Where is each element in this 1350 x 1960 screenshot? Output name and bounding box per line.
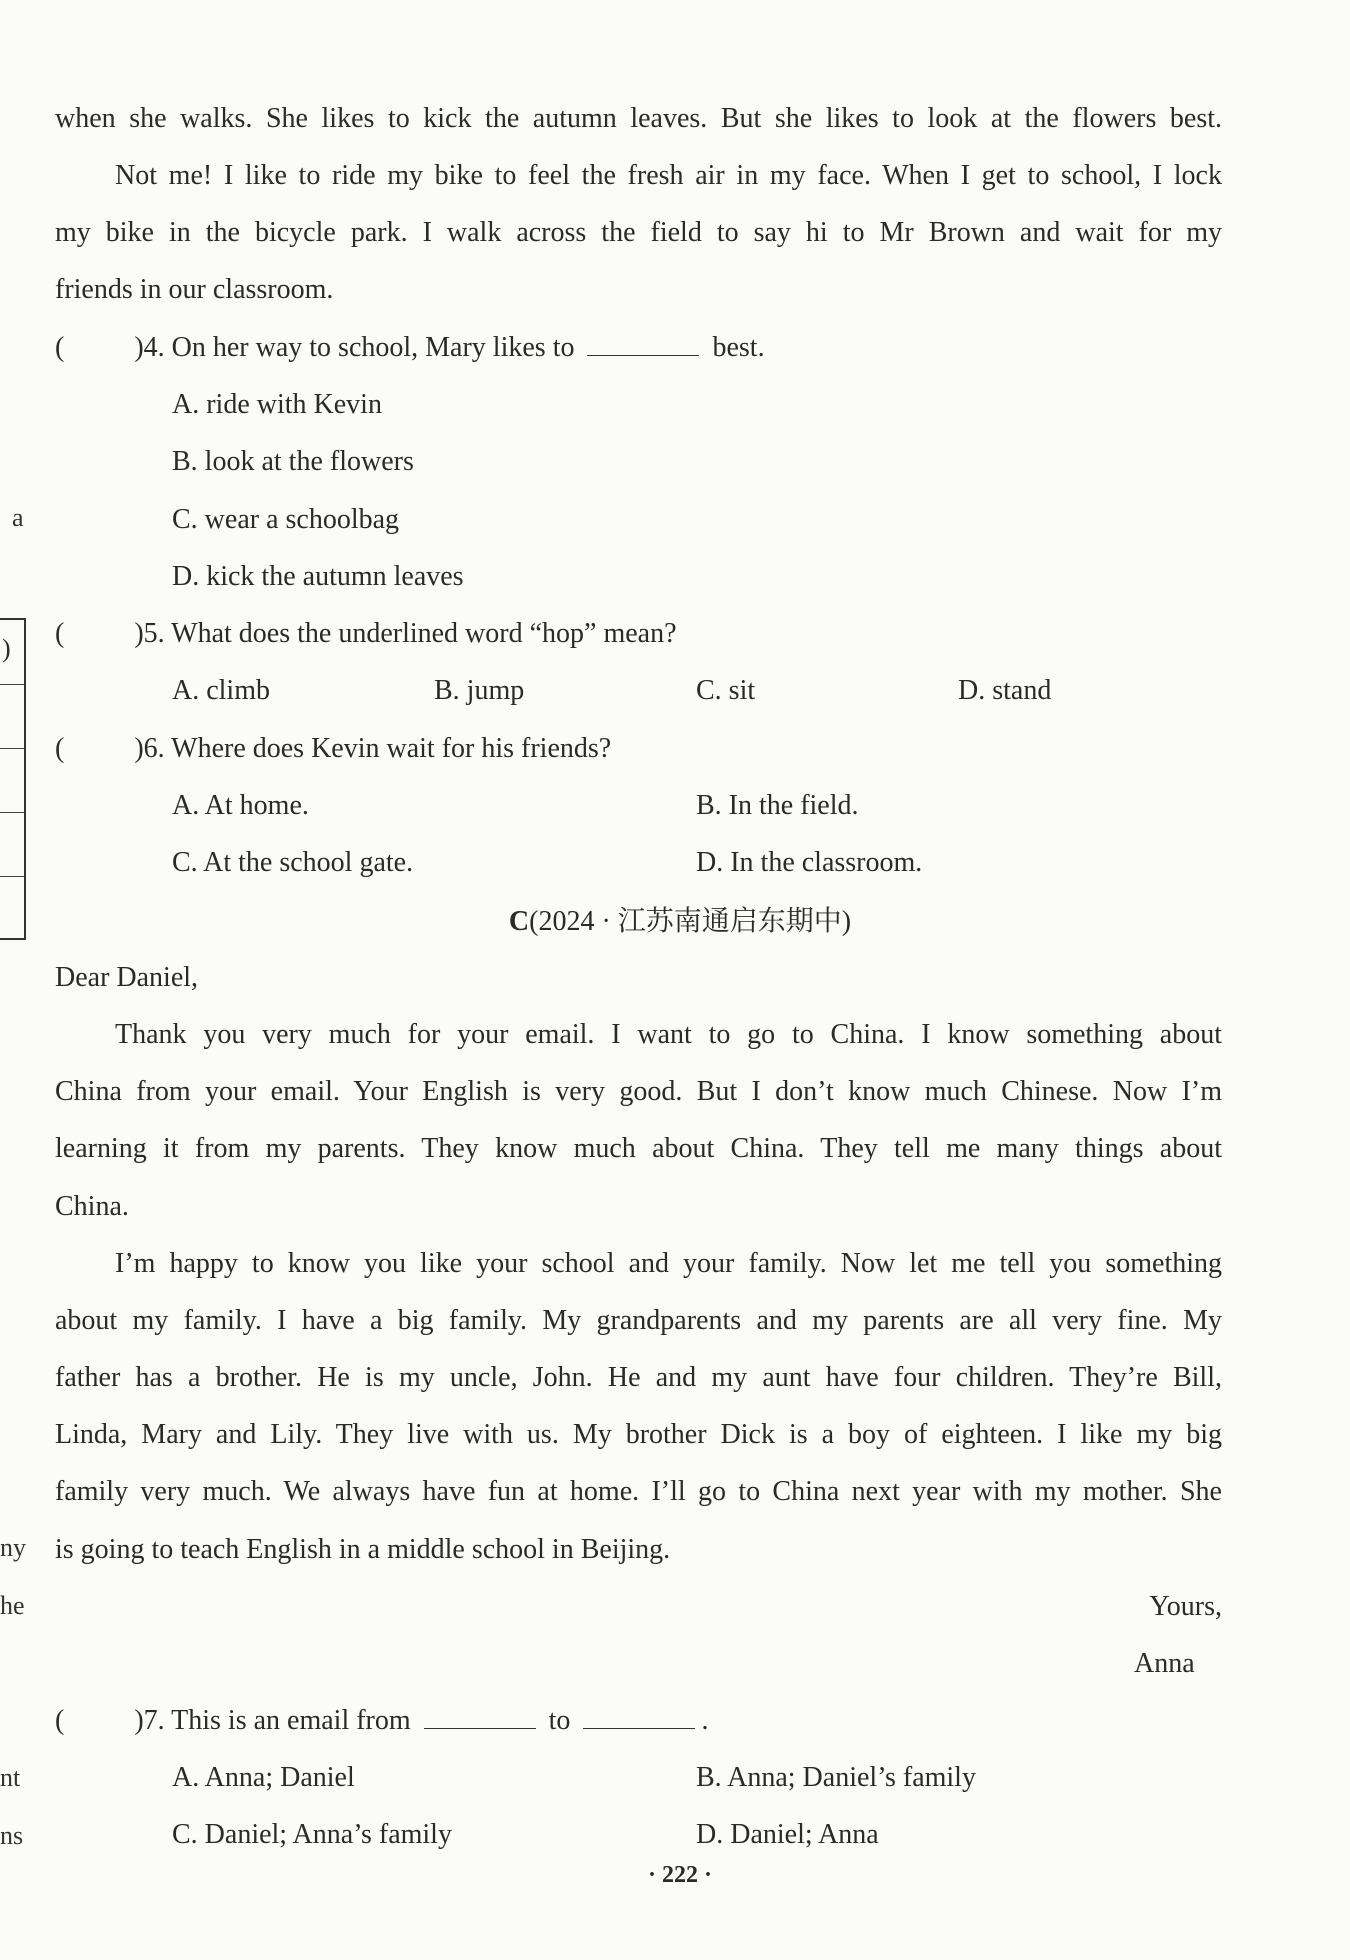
question-4 — [55, 328, 765, 368]
letter-line: father has a brother. He is my uncle, John. He and my aunt have four children. They’re Bill, — [55, 1362, 1222, 1393]
edge-fragment: ny — [0, 1533, 26, 1562]
answer-blank — [587, 329, 699, 356]
answer-paren: ( — [55, 618, 65, 649]
section-letter: C — [508, 906, 530, 937]
option-d: D. kick the autumn leaves — [172, 561, 464, 592]
question-5 — [55, 614, 677, 654]
option-b: B. In the field. — [696, 790, 859, 821]
option-a: A. At home. — [172, 790, 309, 821]
passage-line: friends in our classroom. — [55, 274, 334, 305]
question-6 — [55, 729, 611, 769]
question-stem: )5. What does the underlined word “hop” mean? — [134, 618, 677, 649]
option-a: A. ride with Kevin — [172, 389, 382, 420]
passage-line: when she walks. She likes to kick the autumn leaves. But she likes to look at the flowers best. — [55, 103, 1222, 134]
question-7 — [55, 1701, 708, 1741]
passage-line: my bike in the bicycle park. I walk across the field to say hi to Mr Brown and wait for my — [55, 217, 1222, 248]
question-stem-end: best. — [712, 332, 765, 363]
question-stem: )7. This is an email from — [134, 1705, 411, 1736]
letter-signature: Anna — [1134, 1648, 1195, 1679]
option-c: C. Daniel; Anna’s family — [172, 1819, 452, 1850]
option-b: B. look at the flowers — [172, 446, 414, 477]
option-c: C. sit — [696, 675, 756, 706]
answer-blank — [583, 1702, 695, 1729]
question-stem: )4. On her way to school, Mary likes to — [134, 332, 575, 363]
option-d: D. In the classroom. — [696, 847, 923, 878]
edge-fragment: a — [12, 503, 24, 532]
section-title — [0, 902, 1350, 942]
edge-fragment: nt — [0, 1763, 21, 1792]
answer-paren: ( — [55, 1705, 65, 1736]
letter-line: is going to teach English in a middle school in Beijing. — [55, 1534, 671, 1565]
option-c: C. At the school gate. — [172, 847, 414, 878]
option-a: A. Anna; Daniel — [172, 1762, 355, 1793]
letter-line: about my family. I have a big family. My grandparents and my parents are all very fine. My — [55, 1305, 1222, 1336]
question-stem-mid: to — [548, 1705, 571, 1736]
passage-line: Not me! I like to ride my bike to feel the fresh air in my face. When I get to school, I lock — [115, 160, 1222, 191]
option-b: B. jump — [434, 675, 525, 706]
answer-blank — [424, 1702, 536, 1729]
question-stem: )6. Where does Kevin wait for his friends? — [134, 733, 612, 764]
letter-line: China from your email. Your English is very good. But I don’t know much Chinese. Now I’m — [55, 1076, 1222, 1107]
letter-greeting: Dear Daniel, — [55, 962, 199, 993]
option-b: B. Anna; Daniel’s family — [696, 1762, 976, 1793]
page-number: · 222 · — [647, 1862, 712, 1888]
edge-fragment: ns — [0, 1821, 24, 1850]
letter-line: I’m happy to know you like your school and your family. Now let me tell you something — [115, 1248, 1222, 1279]
letter-line: China. — [55, 1191, 129, 1222]
option-d: D. Daniel; Anna — [696, 1819, 879, 1850]
question-stem-end: . — [701, 1705, 709, 1736]
option-c: C. wear a schoolbag — [172, 504, 400, 535]
section-source: (2024 · 江苏南通启东期中) — [529, 906, 852, 937]
letter-closing: Yours, — [1149, 1591, 1222, 1622]
letter-line: Thank you very much for your email. I want to go to China. I know something about — [115, 1019, 1222, 1050]
letter-line: learning it from my parents. They know much about China. They tell me many things about — [55, 1133, 1222, 1164]
letter-line: family very much. We always have fun at home. I’ll go to China next year with my mother. She — [55, 1476, 1222, 1507]
answer-paren: ( — [55, 733, 65, 764]
answer-paren: ( — [55, 332, 65, 363]
edge-fragment: he — [0, 1591, 25, 1620]
edge-table-fragment — [0, 618, 26, 940]
option-d: D. stand — [958, 675, 1052, 706]
letter-line: Linda, Mary and Lily. They live with us. My brother Dick is a boy of eighteen. I like my big — [55, 1419, 1222, 1450]
edge-fragment: ) — [2, 634, 11, 663]
option-a: A. climb — [172, 675, 270, 706]
